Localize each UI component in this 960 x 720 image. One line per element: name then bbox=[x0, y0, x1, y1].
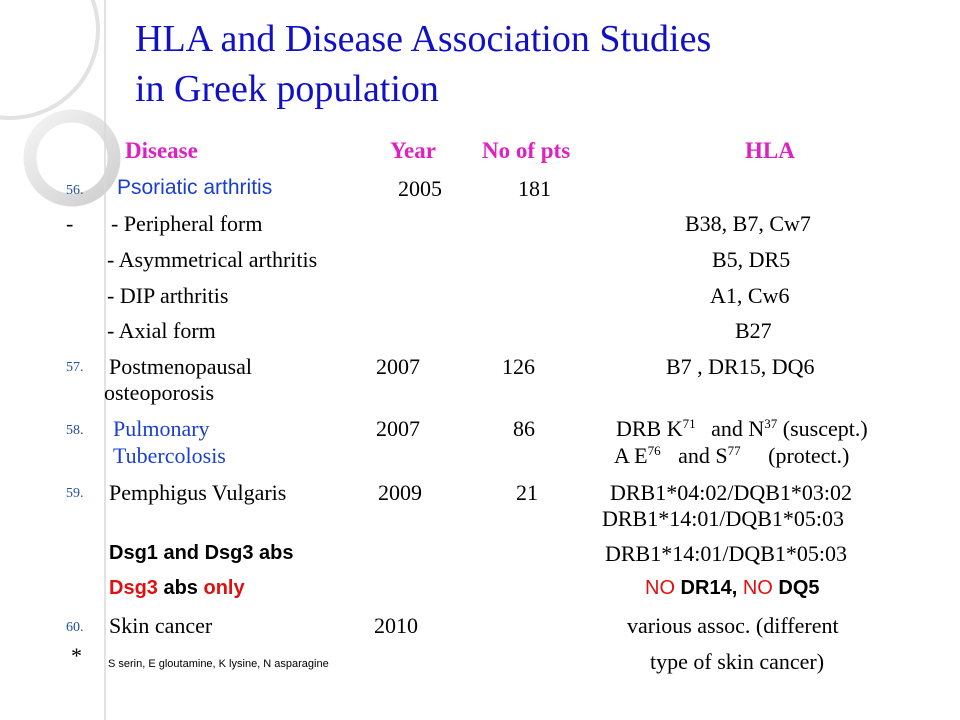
slide-title-line-1: HLA and Disease Association Studies bbox=[135, 18, 712, 60]
year-cell: 2009 bbox=[378, 480, 422, 505]
hla-cell: B27 bbox=[735, 318, 772, 343]
header-disease: Disease bbox=[125, 138, 198, 163]
footnote-text: S serin, E gloutamine, K lysine, N asparagine bbox=[108, 658, 329, 670]
hla-cell: various assoc. (different bbox=[627, 613, 839, 638]
no-label: NO bbox=[742, 577, 773, 599]
hla-text: DRB K bbox=[616, 416, 683, 441]
only-label: only bbox=[203, 577, 245, 599]
hla-text: A E bbox=[614, 443, 648, 468]
dsg3-label: Dsg3 bbox=[109, 577, 158, 599]
disease-pulmonary: Pulmonary bbox=[113, 416, 210, 441]
hla-cell: DRB1*04:02/DQB1*03:02 bbox=[610, 480, 853, 505]
pts-cell: 126 bbox=[502, 354, 535, 379]
hla-protection bbox=[614, 443, 849, 469]
hla-position: 71 bbox=[682, 416, 696, 431]
disease-osteoporosis: osteoporosis bbox=[104, 380, 214, 405]
hla-cell: DRB1*14:01/DQB1*05:03 bbox=[602, 506, 845, 531]
hla-text: and S bbox=[678, 443, 728, 468]
dq5-label: DQ5 bbox=[772, 577, 820, 599]
header-pts: No of pts bbox=[482, 138, 571, 163]
pts-cell: 21 bbox=[516, 480, 538, 505]
hla-cell: B38, B7, Cw7 bbox=[685, 211, 811, 236]
dr14-label: DR14, bbox=[675, 577, 743, 599]
pts-cell: 86 bbox=[513, 416, 535, 441]
hla-position: 77 bbox=[727, 443, 741, 458]
disease-asymmetrical-arthritis: - Asymmetrical arthritis bbox=[107, 247, 318, 272]
hla-cell: DRB1*14:01/DQB1*05:03 bbox=[605, 541, 848, 566]
disease-pemphigus-vulgaris: Pemphigus Vulgaris bbox=[109, 480, 287, 505]
hla-susceptibility bbox=[616, 416, 868, 442]
slide-title-line-2: in Greek population bbox=[135, 68, 439, 110]
disease-psoriatic-arthritis: Psoriatic arthritis bbox=[117, 176, 273, 199]
hla-position: 76 bbox=[647, 443, 661, 458]
hla-text: and N bbox=[711, 416, 765, 441]
pts-cell: 181 bbox=[518, 176, 551, 201]
bullet-dash: - bbox=[66, 211, 74, 236]
year-cell: 2007 bbox=[376, 416, 420, 441]
hla-cell: B5, DR5 bbox=[712, 247, 791, 272]
abs-label: abs bbox=[157, 577, 204, 599]
disease-postmenopausal: Postmenopausal bbox=[109, 354, 252, 379]
header-year: Year bbox=[390, 138, 436, 163]
hla-no-dr14-dq5 bbox=[645, 577, 820, 600]
footnote-asterisk: * bbox=[71, 643, 82, 668]
row-number: 56. bbox=[66, 183, 84, 198]
year-cell: 2007 bbox=[376, 354, 420, 379]
hla-cell: type of skin cancer) bbox=[650, 649, 825, 674]
year-cell: 2010 bbox=[374, 613, 418, 638]
row-number: 59. bbox=[66, 486, 84, 501]
year-cell: 2005 bbox=[398, 176, 442, 201]
hla-cell: B7 , DR15, DQ6 bbox=[666, 354, 815, 379]
disease-tubercolosis: Tubercolosis bbox=[113, 443, 226, 468]
hla-note: (suscept.) bbox=[782, 416, 868, 441]
disease-dip-arthritis: - DIP arthritis bbox=[107, 283, 229, 308]
hla-cell: A1, Cw6 bbox=[710, 283, 790, 308]
disease-dsg1-dsg3-abs: Dsg1 and Dsg3 abs bbox=[109, 542, 294, 564]
no-label: NO bbox=[645, 577, 675, 599]
header-hla: HLA bbox=[745, 138, 795, 163]
disease-dsg3-abs-only bbox=[109, 577, 245, 600]
row-number: 60. bbox=[66, 620, 84, 635]
disease-skin-cancer: Skin cancer bbox=[109, 613, 213, 638]
row-number: 58. bbox=[66, 423, 84, 438]
disease-peripheral-form: - Peripheral form bbox=[111, 211, 263, 236]
row-number: 57. bbox=[66, 360, 84, 375]
hla-position: 37 bbox=[764, 416, 778, 431]
hla-note: (protect.) bbox=[768, 443, 850, 468]
disease-axial-form: - Axial form bbox=[107, 318, 216, 343]
